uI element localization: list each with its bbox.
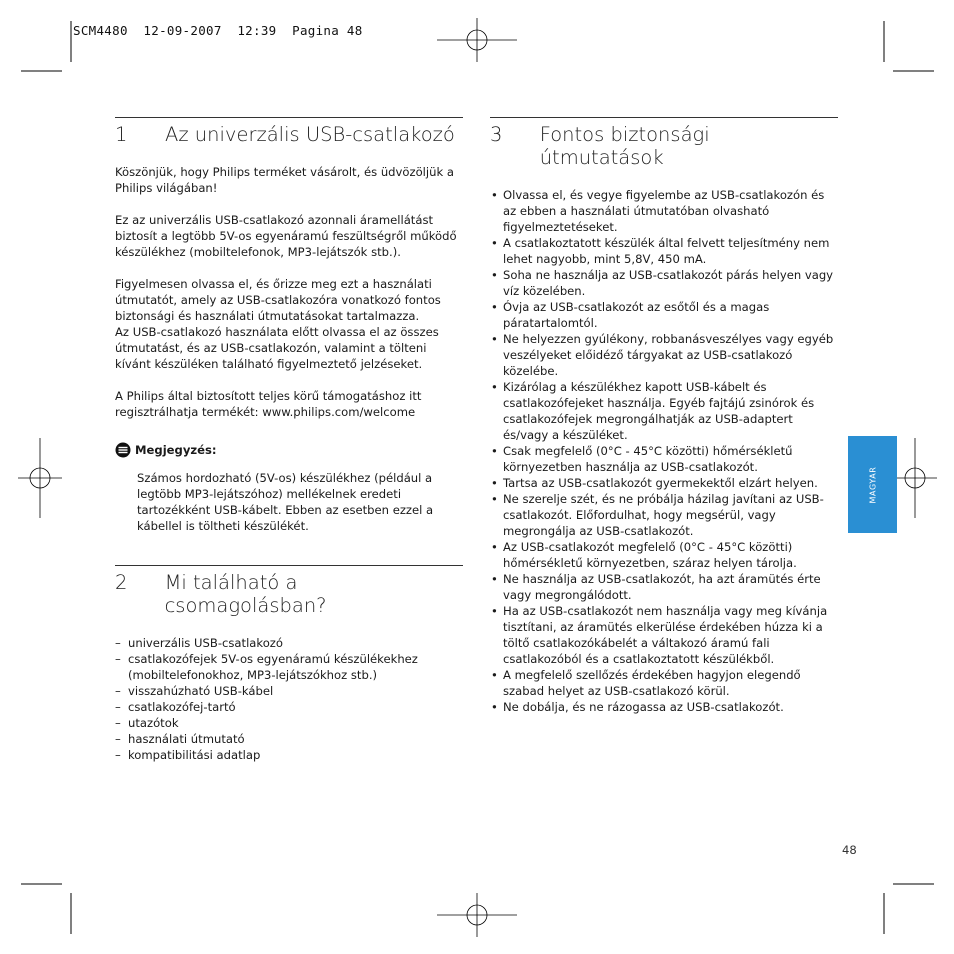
right-column [490,117,838,715]
list-item: • A megfelelő szellőzés érdekében hagyjon elegendő szabad helyet az USB-csatlakozó körül. [490,667,838,699]
list-item: • A csatlakoztatott készülék által felvett teljesítmény nem lehet nagyobb, mint 5,8V, 450 mA. [490,235,838,267]
note-body: Számos hordozható (5V-os) készülékhez (például a legtöbb MP3-lejátszóhoz) mellékelnek eredeti tartozékként USB-kábelt. Ebben az esetben ezzel a kábellel is töltheti készülékét. [137,470,434,533]
section-2-rule [115,565,463,566]
list-item: – csatlakozófej-tartó [115,699,463,715]
list-item: • Csak megfelelő (0°C - 45°C közötti) hőmérsékletű környezetben használja az USB-csatlakozót. [490,443,838,475]
list-item: – univerzális USB-csatlakozó [115,635,463,651]
read-carefully-paragraph: Figyelmesen olvassa el, és őrizze meg ezt a használati útmutatót, amely az USB-csatlakozóra vonatkozó fontos biztonsági és használati útmutatásokat tartalmazza. [115,277,441,323]
note-block [115,442,463,458]
section-3-rule [490,117,838,118]
list-item: • Kizárólag a készülékhez kapott USB-kábelt és csatlakozófejeket használja. Egyéb fajtájú zsinórok és csatlakozófejek megrongálhatják az USB-adaptert és/vagy a készüléket. [490,379,838,443]
section-1-heading [115,123,463,146]
list-item: • Óvja az USB-csatlakozót az esőtől és a magas páratartalomtól. [490,299,838,331]
registration-mark-top [437,18,517,62]
list-item: – utazótok [115,715,463,731]
before-use-paragraph: Az USB-csatlakozó használata előtt olvassa el az összes útmutatást, és az USB-csatlakozón, valamint a tölteni kívánt készüléken található figyelmeztető jelzéseket. [115,325,439,371]
list-item: – használati útmutató [115,731,463,747]
intro-paragraph: Ez az univerzális USB-csatlakozó azonnali áramellátást biztosít a legtöbb 5V-os egyenáramú feszültségről működő készülékhez (mobiltelefonok, MP3-lejátszók stb.). [115,213,457,259]
note-icon [115,442,131,458]
section-2-heading [115,571,463,617]
list-item: • Soha ne használja az USB-csatlakozót párás helyen vagy víz közelében. [490,267,838,299]
list-item: • Olvassa el, és vegye figyelembe az USB-csatlakozón és az ebben a használati útmutatóban olvasható figyelmeztetéseket. [490,187,838,235]
list-item: – csatlakozófejek 5V-os egyenáramú készülékekhez (mobiltelefonokhoz, MP3-lejátszókhoz stb.) [115,651,463,683]
list-item: • Ne dobálja, és ne rázogassa az USB-csatlakozót. [490,699,838,715]
section-1-number: 1 [115,123,128,146]
list-item: • Ne szerelje szét, és ne próbálja házilag javítani az USB-csatlakozót. Előfordulhat, hogy megsérül, vagy megrongálja az USB-csatlakozót. [490,491,838,539]
safety-list [490,187,838,715]
print-slug: SCM4480 12-09-2007 12:39 Pagina 48 [73,23,363,38]
left-column [115,117,463,763]
section-3-title: Fontos biztonsági útmutatások [539,123,710,169]
registration-mark-left [18,438,62,518]
thanks-paragraph: Köszönjük, hogy Philips terméket vásárolt, és üdvözöljük a Philips világában! [115,165,454,195]
list-item: • Ne helyezzen gyúlékony, robbanásveszélyes vagy egyéb veszélyeket előidéző tárgyakat az USB-csatlakozó közelébe. [490,331,838,379]
section-2-title: Mi található a csomagolásban? [164,571,327,618]
language-tab [848,436,897,533]
section-3-heading [490,123,838,169]
section-2-number: 2 [115,571,128,595]
note-title: Megjegyzés: [135,443,217,457]
list-item: – visszahúzható USB-kábel [115,683,463,699]
list-item: • Ne használja az USB-csatlakozót, ha azt áramütés érte vagy megrongálódott. [490,571,838,603]
registration-mark-right [893,438,937,518]
registration-mark-bottom [437,893,517,937]
package-contents-list [115,635,463,763]
registration-paragraph: A Philips által biztosított teljes körű támogatáshoz itt regisztrálhatja termékét: www.philips.com/welcome [115,389,422,419]
section-3-number: 3 [490,123,503,146]
list-item: • Ha az USB-csatlakozót nem használja vagy meg kívánja tisztítani, az áramütés elkerülése érdekében húzza ki a töltő csatlakozókábelét a váltakozó áramú fali csatlakozóból és a csatlakoztatott készülékből. [490,603,838,667]
list-item: – kompatibilitási adatlap [115,747,463,763]
language-tab-label: MAGYAR [868,466,877,503]
page-number: 48 [842,843,857,857]
list-item: • Tartsa az USB-csatlakozót gyermekektől elzárt helyen. [490,475,838,491]
section-1-rule [115,117,463,118]
list-item: • Az USB-csatlakozót megfelelő (0°C - 45°C közötti) hőmérsékletű környezetben, száraz helyen tárolja. [490,539,838,571]
section-1-title: Az univerzális USB-csatlakozó [165,123,455,146]
